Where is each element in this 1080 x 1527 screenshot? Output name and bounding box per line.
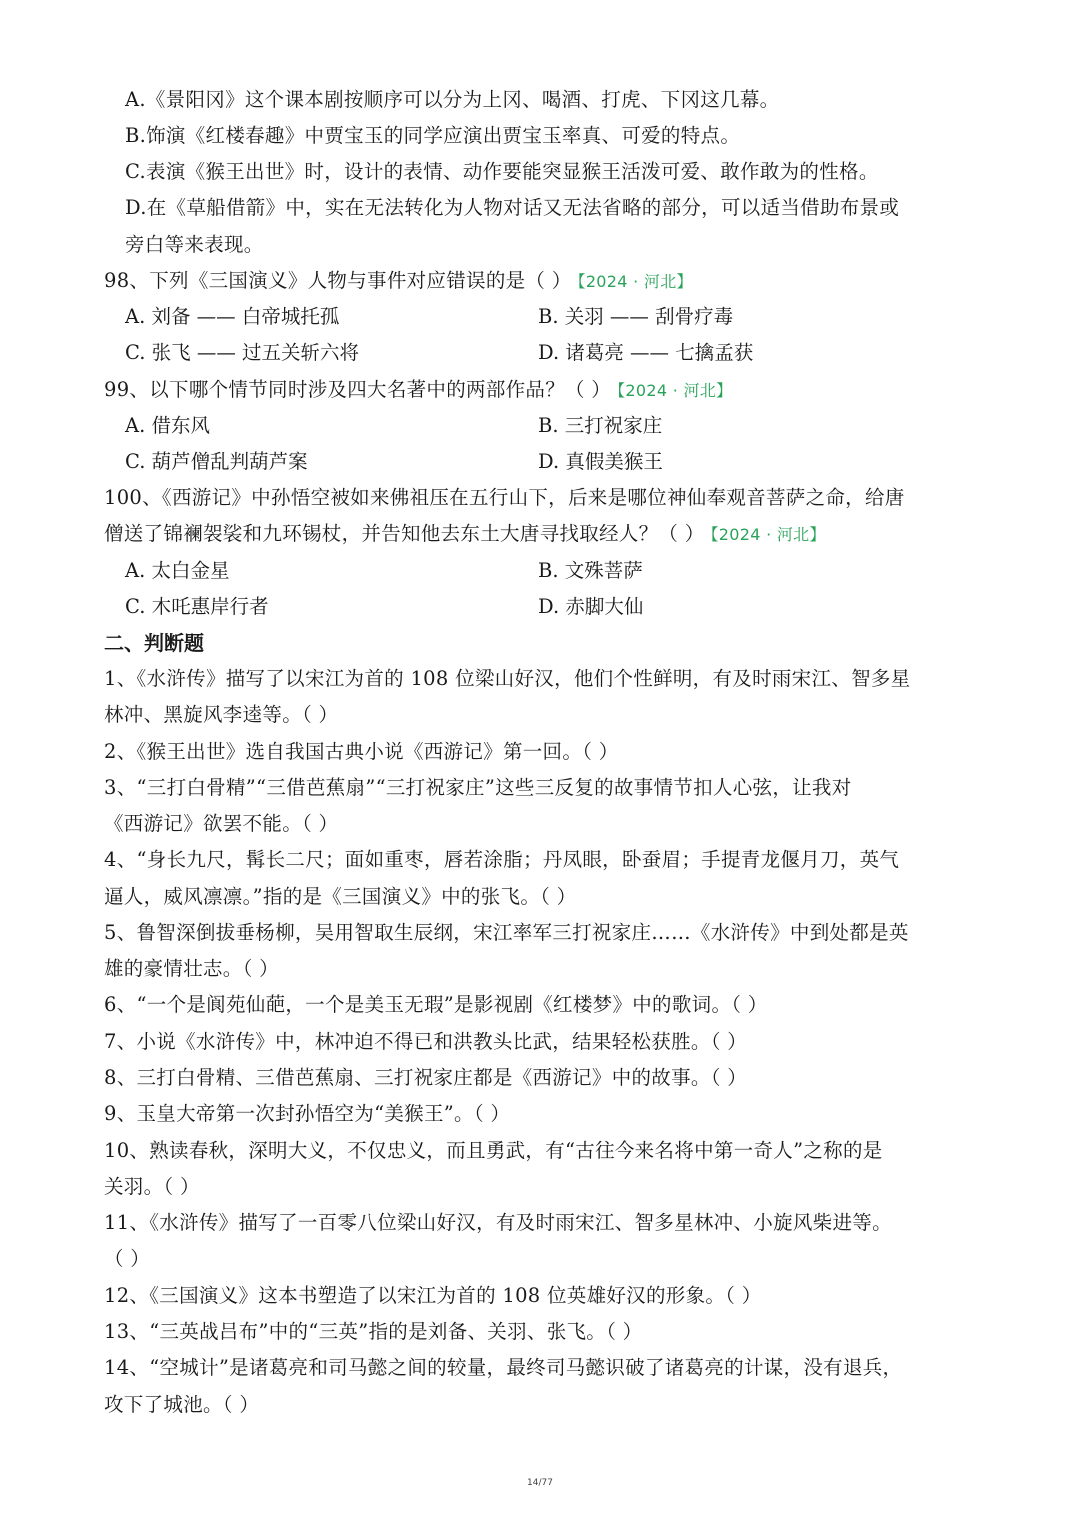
- judge-line: 林冲、黑旋风李逵等。（ ）: [104, 703, 339, 726]
- judge-line: 5、鲁智深倒拔垂杨柳，吴用智取生辰纲，宋江率军三打祝家庄……《水浒传》中到处都是英: [104, 921, 909, 944]
- q100-option-c: C. 木吒惠岸行者: [125, 595, 269, 618]
- q99-source-tag: 【2024 · 河北】: [617, 381, 733, 400]
- q100-stem-line1: 100、《西游记》中孙悟空被如来佛祖压在五行山下，后来是哪位神仙奉观音菩萨之命，给唐: [104, 486, 905, 509]
- judge-line: 《西游记》欲罢不能。（ ）: [104, 812, 339, 835]
- judge-line: 12、《三国演义》这本书塑造了以宋江为首的 108 位英雄好汉的形象。（ ）: [104, 1284, 762, 1307]
- judge-line: 14、“空城计”是诸葛亮和司马懿之间的较量，最终司马懿识破了诸葛亮的计谋，没有退兵，: [104, 1356, 903, 1379]
- q98-stem-text: 98、下列《三国演义》人物与事件对应错误的是（ ）: [104, 269, 572, 292]
- q99-option-a: A. 借东风: [125, 414, 210, 437]
- judge-line: 雄的豪情壮志。（ ）: [104, 957, 279, 980]
- q100-stem-text: 僧送了锦襕袈裟和九环锡杖，并告知他去东土大唐寻找取经人？（ ）: [104, 522, 705, 545]
- q99-stem: [104, 372, 732, 409]
- judge-line: 1、《水浒传》描写了以宋江为首的 108 位梁山好汉，他们个性鲜明，有及时雨宋江、智多星: [104, 667, 911, 690]
- judge-line: 2、《猴王出世》选自我国古典小说《西游记》第一回。（ ）: [104, 740, 619, 763]
- judge-line: 攻下了城池。（ ）: [104, 1393, 260, 1416]
- judge-line: 13、“三英战吕布”中的“三英”指的是刘备、关羽、张飞。（ ）: [104, 1320, 643, 1343]
- q100-stem-line2: [104, 516, 826, 553]
- judge-line: 9、玉皇大帝第一次封孙悟空为“美猴王”。（ ）: [104, 1102, 511, 1125]
- q99-stem-text: 99、以下哪个情节同时涉及四大名著中的两部作品？（ ）: [104, 378, 612, 401]
- judge-line: 6、“一个是阆苑仙葩，一个是美玉无瑕”是影视剧《红楼梦》中的歌词。（ ）: [104, 993, 768, 1016]
- judge-line: 3、“三打白骨精”“三借芭蕉扇”“三打祝家庄”这些三反复的故事情节扣人心弦，让我对: [104, 776, 852, 799]
- judge-line: 7、小说《水浒传》中，林冲迫不得已和洪教头比武，结果轻松获胜。（ ）: [104, 1030, 748, 1053]
- page-number: 14/77: [527, 1478, 553, 1488]
- judge-line: 逼人，威风凛凛。”指的是《三国演义》中的张飞。（ ）: [104, 885, 577, 908]
- q98-option-d: D. 诸葛亮 —— 七擒孟获: [538, 341, 754, 364]
- judge-line: 4、“身长九尺，髯长二尺；面如重枣，唇若涂脂；丹凤眼，卧蚕眉；手提青龙偃月刀，英气: [104, 848, 900, 871]
- q98-option-c: C. 张飞 —— 过五关斩六将: [125, 341, 360, 364]
- q100-option-b: B. 文殊菩萨: [538, 559, 643, 582]
- q100-option-a: A. 太白金星: [125, 559, 230, 582]
- q100-source-tag: 【2024 · 河北】: [710, 525, 826, 544]
- judge-line: （ ）: [104, 1247, 151, 1270]
- q99-option-d: D. 真假美猴王: [538, 450, 663, 473]
- q98-option-b: B. 关羽 —— 刮骨疗毒: [538, 305, 734, 328]
- judge-line: 10、熟读春秋，深明大义，不仅忠义，而且勇武，有“古往今来名将中第一奇人”之称的是: [104, 1139, 883, 1162]
- judge-line: 关羽。（ ）: [104, 1175, 200, 1198]
- q98-source-tag: 【2024 · 河北】: [577, 272, 693, 291]
- q97-option-a: A.《景阳冈》这个课本剧按顺序可以分为上冈、喝酒、打虎、下冈这几幕。: [125, 88, 780, 111]
- q100-option-d: D. 赤脚大仙: [538, 595, 644, 618]
- judge-line: 8、三打白骨精、三借芭蕉扇、三打祝家庄都是《西游记》中的故事。（ ）: [104, 1066, 748, 1089]
- q99-option-b: B. 三打祝家庄: [538, 414, 663, 437]
- q99-option-c: C. 葫芦僧乱判葫芦案: [125, 450, 308, 473]
- q97-option-b: B.饰演《红楼春趣》中贾宝玉的同学应演出贾宝玉率真、可爱的特点。: [125, 124, 741, 147]
- q97-option-d-line2: 旁白等来表现。: [125, 233, 264, 256]
- section-title-true-false: 二、判断题: [104, 631, 204, 655]
- judge-line: 11、《水浒传》描写了一百零八位梁山好汉，有及时雨宋江、智多星林冲、小旋风柴进等。: [104, 1211, 892, 1234]
- q97-option-c: C.表演《猴王出世》时，设计的表情、动作要能突显猴王活泼可爱、敢作敢为的性格。: [125, 160, 879, 183]
- q97-option-d-line1: D.在《草船借箭》中，实在无法转化为人物对话又无法省略的部分，可以适当借助布景或: [125, 196, 900, 219]
- q98-stem: [104, 263, 693, 300]
- q98-option-a: A. 刘备 —— 白帝城托孤: [125, 305, 340, 328]
